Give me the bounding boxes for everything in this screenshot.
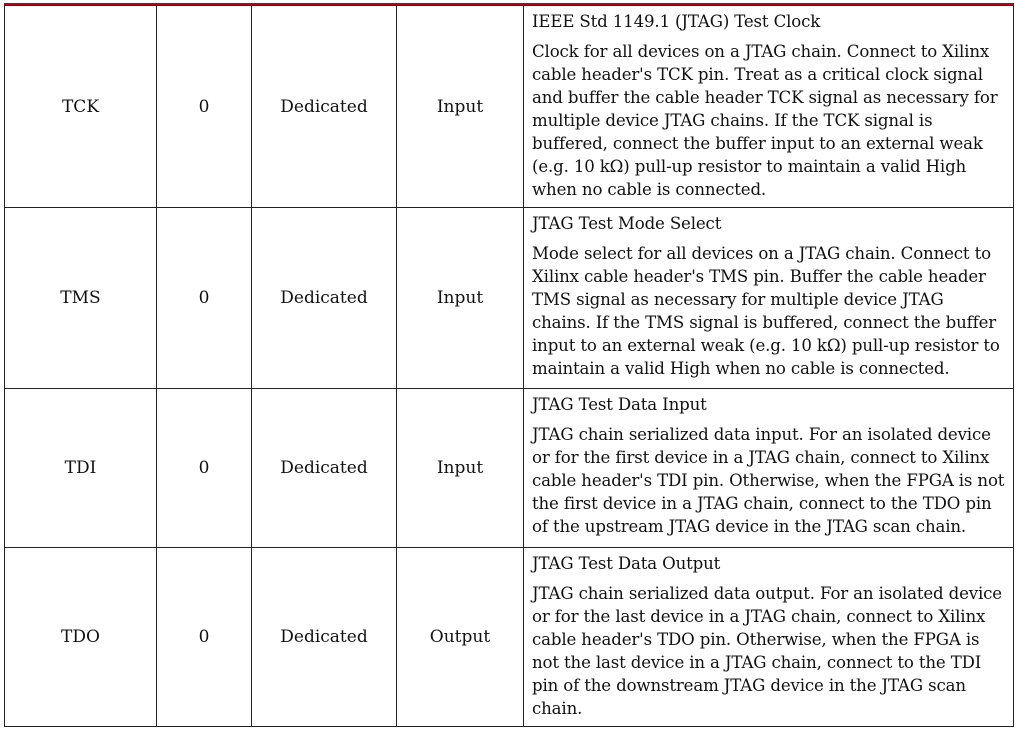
description-title: JTAG Test Data Input bbox=[532, 395, 707, 414]
type-cell: Dedicated bbox=[252, 548, 397, 727]
description-title: JTAG Test Data Output bbox=[532, 554, 721, 573]
type-cell: Dedicated bbox=[252, 208, 397, 389]
pin-name-cell: TCK bbox=[5, 6, 157, 208]
type-cell: Dedicated bbox=[252, 6, 397, 208]
description-text: Mode select for all devices on a JTAG chain. Connect to Xilinx cable header's TMS pin. Buffer the cable header TMS signal as necessary for multiple device JTAG chains. If the TMS signal is buffered, connect the buffer input to an external weak (e.g. 10 kΩ) pull-up resistor to maintain a valid High when no cable is connected. bbox=[532, 244, 1000, 378]
description-text: JTAG chain serialized data output. For an isolated device or for the last device in a JTAG chain, connect to Xilinx cable header's TDO pin. Otherwise, when the FPGA is not the last device in a JTAG chain, connect to the TDI pin of the downstream JTAG device in the JTAG scan chain. bbox=[532, 584, 1002, 718]
jtag-pin-table bbox=[4, 5, 1014, 727]
value-cell: 0 bbox=[157, 208, 252, 389]
value-cell: 0 bbox=[157, 6, 252, 208]
type-cell: Dedicated bbox=[252, 389, 397, 548]
table-row bbox=[5, 208, 1014, 389]
value-cell: 0 bbox=[157, 389, 252, 548]
table-row bbox=[5, 548, 1014, 727]
pin-name-cell: TDI bbox=[5, 389, 157, 548]
direction-cell: Output bbox=[397, 548, 524, 727]
value-cell: 0 bbox=[157, 548, 252, 727]
description-cell bbox=[524, 389, 1014, 548]
pin-name-cell: TDO bbox=[5, 548, 157, 727]
description-text: Clock for all devices on a JTAG chain. Connect to Xilinx cable header's TCK pin. Treat as a critical clock signal and buffer the cable header TCK signal as necessary for multiple device JTAG chains. If the TCK signal is buffered, connect the buffer input to an external weak (e.g. 10 kΩ) pull-up resistor to maintain a valid High when no cable is connected. bbox=[532, 42, 998, 199]
description-cell bbox=[524, 6, 1014, 208]
description-title: IEEE Std 1149.1 (JTAG) Test Clock bbox=[532, 12, 821, 31]
description-title: JTAG Test Mode Select bbox=[532, 214, 722, 233]
description-cell bbox=[524, 208, 1014, 389]
pin-name-cell: TMS bbox=[5, 208, 157, 389]
description-cell bbox=[524, 548, 1014, 727]
direction-cell: Input bbox=[397, 208, 524, 389]
direction-cell: Input bbox=[397, 6, 524, 208]
direction-cell: Input bbox=[397, 389, 524, 548]
table-row bbox=[5, 389, 1014, 548]
table-row bbox=[5, 6, 1014, 208]
description-text: JTAG chain serialized data input. For an isolated device or for the first device in a JTAG chain, connect to Xilinx cable header's TDI pin. Otherwise, when the FPGA is not the first device in a JTAG chain, connect to the TDO pin of the upstream JTAG device in the JTAG scan chain. bbox=[532, 425, 1005, 536]
